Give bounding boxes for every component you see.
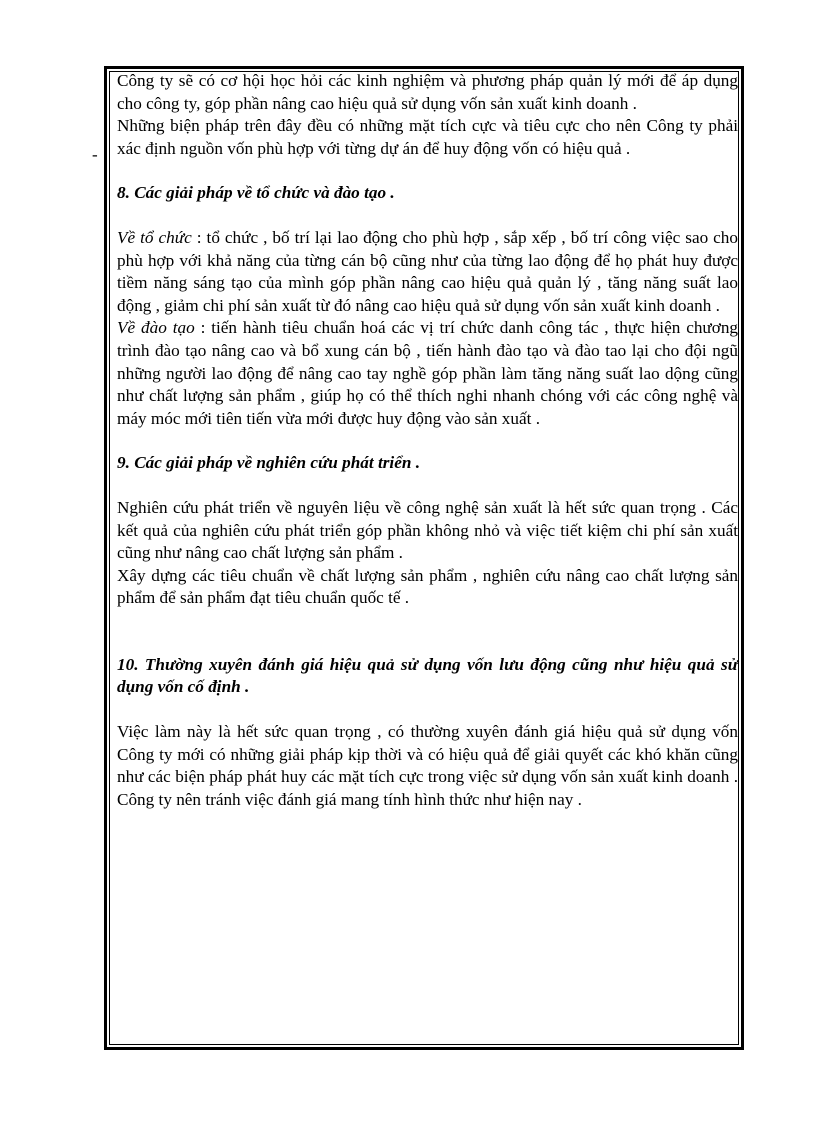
section-9-heading: 9. Các giải pháp về nghiên cứu phát triển . bbox=[117, 453, 420, 473]
section-10-paragraph: Việc làm này là hết sức quan trọng , có thường xuyên đánh giá hiệu quả sử dụng vốn Công ty mới có những giải pháp kịp thời và có hiệu quả để giải quyết các khó khăn cũng như các biện pháp phát huy các mặt tích cực trong việc sử dụng vốn sản xuất kinh doanh . Công ty nên tránh việc đánh giá mang tính hình thức như hiện nay . bbox=[117, 722, 738, 809]
spacer bbox=[117, 699, 738, 721]
training-label: Về đào tạo bbox=[117, 318, 195, 338]
section-8-heading: 8. Các giải pháp về tổ chức và đào tạo . bbox=[117, 183, 395, 203]
organization-text: : tổ chức , bố trí lại lao động cho phù hợp , sắp xếp , bố trí công việc sao cho phù hợp với khả năng của từng cán bộ cũng như của từng lao động để họ phát huy được tiềm năng sáng tạo của mình góp phần nâng cao hiệu quả quản lý , tăng năng suất lao động , giảm chi phí sản xuất từ đó nâng cao hiệu quả sử dụng vốn sản xuất kinh doanh . bbox=[117, 227, 738, 315]
paragraph-bullet: Những biện pháp trên đây đều có những mặt tích cực và tiêu cực cho nên Công ty phải xác định nguồn vốn phù hợp với từng dự án để huy động vốn có hiệu quả . bbox=[117, 116, 738, 158]
spacer bbox=[117, 160, 738, 182]
section-8-training bbox=[117, 317, 738, 430]
bullet-marker: - bbox=[92, 145, 98, 164]
training-text: : tiến hành tiêu chuẩn hoá các vị trí chức danh công tác , thực hiện chương trình đào tạo nâng cao và bổ xung cán bộ , tiến hành đào tạo và đào tao lại cho đội ngũ những người lao động để nâng cao tay nghề góp phần làm tăng năng suất lao dộng cũng như chất lượng sản phẩm , giúp họ có thể thích nghi nhanh chóng với các công nghệ và máy móc mới tiên tiến vừa mới được huy động vào sản xuất . bbox=[117, 318, 739, 428]
spacer bbox=[117, 475, 738, 497]
paragraph-intro: Công ty sẽ có cơ hội học hỏi các kinh nghiệm và phương pháp quản lý mới để áp dụng cho công ty, góp phần nâng cao hiệu quả sử dụng vốn sản xuất kinh doanh . bbox=[117, 71, 738, 113]
section-9-paragraph-2: Xây dựng các tiêu chuẩn về chất lượng sản phẩm , nghiên cứu nâng cao chất lượng sản phẩm để sản phẩm đạt tiêu chuẩn quốc tế . bbox=[117, 565, 738, 608]
section-9-paragraph-1: Nghiên cứu phát triển về nguyên liệu về công nghệ sản xuất là hết sức quan trọng . Các kết quả của nghiên cứu phát triển góp phần không nhỏ và việc tiết kiệm chi phí sản xuất cũng như nâng cao chất lượng sản phẩm . bbox=[117, 497, 738, 563]
document-body bbox=[117, 70, 738, 811]
section-10-heading: 10. Thường xuyên đánh giá hiệu quả sử dụng vốn lưu động cũng như hiệu quả sử dụng vốn cố định . bbox=[117, 654, 738, 697]
section-8-organization bbox=[117, 227, 738, 317]
spacer bbox=[117, 610, 738, 654]
spacer bbox=[117, 205, 738, 227]
spacer bbox=[117, 430, 738, 452]
organization-label: Về tổ chức bbox=[117, 227, 192, 247]
